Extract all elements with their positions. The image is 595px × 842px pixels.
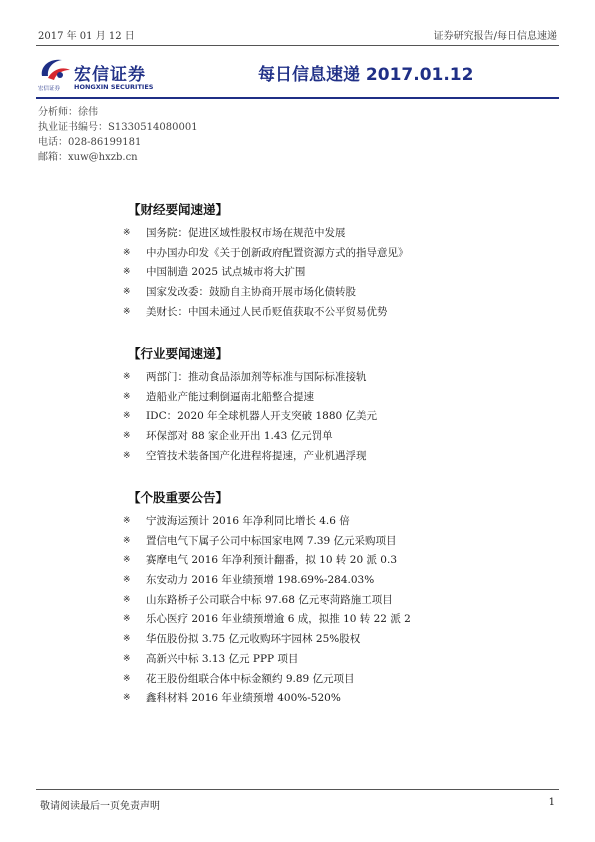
reference-mark-icon: ※ (123, 634, 131, 645)
reference-mark-icon: ※ (123, 516, 131, 526)
list-item: ※ 乐心医疗 2016 年业绩预增逾 6 成，拟推 10 转 22 派 2 (128, 610, 548, 630)
list-item: ※ 华伍股份拟 3.75 亿元收购环宇园林 25%股权 (128, 630, 548, 650)
logo-emblem-icon (38, 56, 72, 84)
header-divider (36, 45, 559, 46)
reference-mark-icon: ※ (123, 594, 131, 605)
reference-mark-icon: ※ (123, 450, 131, 461)
list-item: ※ 中国制造 2025 试点城市将大扩围 (128, 263, 548, 283)
list-item: ※ 两部门：推动食品添加剂等标准与国际标准接轨 (128, 368, 548, 388)
section-title: 【财经要闻速递】 (128, 202, 229, 217)
section-title: 【行业要闻速递】 (128, 346, 229, 361)
list-item: ※ 山东路桥子公司联合中标 97.68 亿元枣菏路施工项目 (128, 591, 548, 611)
list-item: ※ 环保部对 88 家企业开出 1.43 亿元罚单 (128, 427, 548, 447)
section-stock-announcements (123, 488, 548, 709)
reference-mark-icon: ※ (123, 228, 131, 238)
list-item: ※ 置信电气下属子公司中标国家电网 7.39 亿元采购项目 (128, 532, 548, 552)
list-item: ※ 国务院：促进区域性股权市场在规范中发展 (128, 224, 548, 244)
list-item: ※ 造船业产能过剩倒逼南北船整合提速 (128, 388, 548, 408)
page-number: 1 (548, 797, 555, 808)
reference-mark-icon: ※ (123, 391, 131, 402)
reference-mark-icon: ※ (123, 575, 131, 586)
reference-mark-icon: ※ (123, 287, 131, 298)
reference-mark-icon: ※ (123, 431, 131, 442)
reference-mark-icon: ※ (123, 653, 131, 664)
list-item: ※ 赛摩电气 2016 年净利预计翻番，拟 10 转 20 派 0.3 (128, 551, 548, 571)
list-item: ※ 高新兴中标 3.13 亿元 PPP 项目 (128, 650, 548, 670)
reference-mark-icon: ※ (123, 247, 131, 258)
list-item: ※ 东安动力 2016 年业绩预增 198.69%-284.03% (128, 571, 548, 591)
company-logo (38, 56, 168, 92)
footer-disclaimer: 敬请阅读最后一页免责声明 (40, 801, 160, 812)
logo-name-en: HONGXIN SECURITIES (74, 83, 154, 91)
analyst-phone: 电话：028-86199181 (38, 137, 142, 148)
reference-mark-icon: ※ (123, 267, 131, 278)
list-item: ※ 宁波海运预计 2016 年净利同比增长 4.6 倍 (128, 512, 548, 532)
analyst-email: 邮箱：xuw@hxzb.cn (38, 152, 138, 163)
analyst-info (38, 105, 198, 165)
report-date: 2017 年 01 月 12 日 (38, 31, 135, 42)
reference-mark-icon: ※ (123, 555, 131, 566)
list-item: ※ 中办国办印发《关于创新政府配置资源方式的指导意见》 (128, 244, 548, 264)
logo-name-cn: 宏信证券 (74, 65, 146, 85)
list-item: ※ IDC：2020 年全球机器人开支突破 1880 亿美元 (128, 407, 548, 427)
section-industry-news (123, 344, 548, 466)
reference-mark-icon: ※ (123, 411, 131, 422)
footer-divider (36, 789, 559, 790)
reference-mark-icon: ※ (123, 614, 131, 625)
section-finance-news (123, 200, 548, 322)
reference-mark-icon: ※ (123, 372, 131, 382)
list-item: ※ 鑫科材料 2016 年业绩预增 400%-520% (128, 689, 548, 709)
logo-sub-cn: 宏信证券 (38, 86, 61, 92)
list-item: ※ 空管技术装备国产化进程将提速，产业机遇浮现 (128, 447, 548, 467)
analyst-name: 分析师：徐伟 (38, 107, 98, 118)
report-title: 每日信息速递 2017.01.12 (258, 65, 474, 85)
analyst-license: 执业证书编号：S1330514080001 (38, 122, 198, 133)
reference-mark-icon: ※ (123, 693, 131, 704)
reference-mark-icon: ※ (123, 306, 131, 317)
reference-mark-icon: ※ (123, 535, 131, 546)
list-item: ※ 花王股份组联合体中标金额约 9.89 亿元项目 (128, 670, 548, 690)
list-item: ※ 国家发改委：鼓励自主协商开展市场化债转股 (128, 283, 548, 303)
list-item: ※ 美财长：中国未通过人民币贬值获取不公平贸易优势 (128, 303, 548, 323)
section-title: 【个股重要公告】 (128, 490, 229, 505)
report-category: 证券研究报告/每日信息速递 (433, 31, 557, 42)
reference-mark-icon: ※ (123, 673, 131, 684)
title-divider (36, 97, 559, 99)
